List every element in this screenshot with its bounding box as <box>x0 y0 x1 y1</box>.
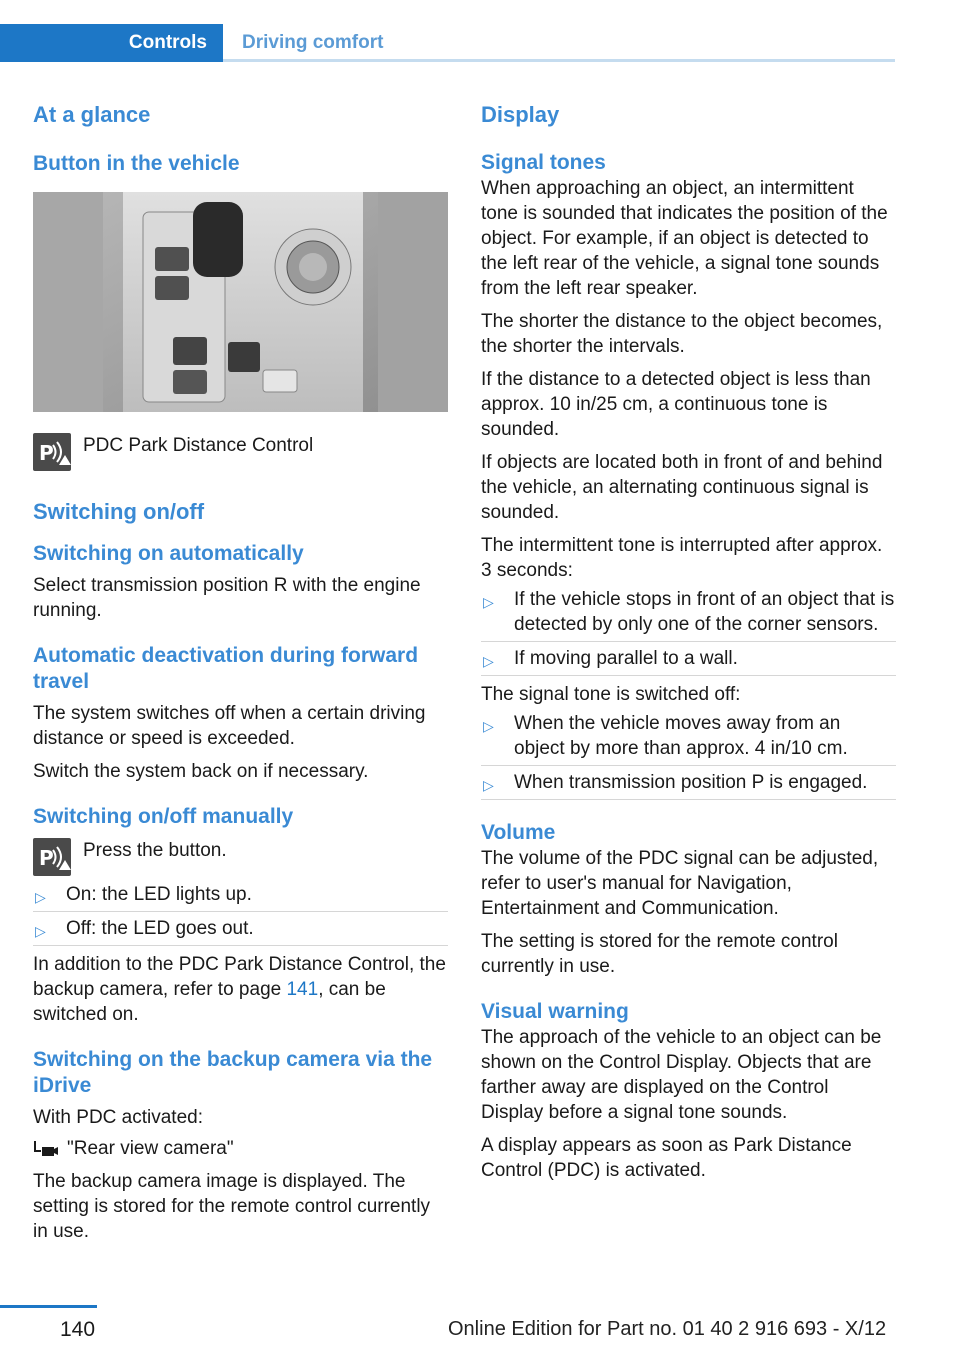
para-signal-5: The intermittent tone is interrupted after approx. 3 seconds: <box>481 535 883 581</box>
para-signal-off: The signal tone is switched off: <box>481 684 741 705</box>
rear-view-camera-icon <box>33 1139 59 1159</box>
pdc-button-icon <box>33 838 71 876</box>
bullet-triangle-icon: ▷ <box>35 923 46 939</box>
page-header <box>0 24 895 62</box>
page-number: 140 <box>60 1318 96 1341</box>
page-number-bar <box>0 1305 97 1308</box>
page-reference-link[interactable]: 141 <box>286 979 319 1000</box>
list-item <box>481 642 896 676</box>
right-column <box>481 100 896 1183</box>
interrupt-list <box>481 583 896 676</box>
left-column <box>33 100 448 1244</box>
para-backup-image: The backup camera image is displayed. The setting is stored for the remote control currently in use. <box>33 1171 431 1242</box>
bullet-triangle-icon: ▷ <box>483 777 494 793</box>
para-visual-2: A display appears as soon as Park Distance Control (PDC) is activated. <box>481 1135 852 1181</box>
list-item-text: If the vehicle stops in front of an object that is detected by only one of the corner sensors. <box>514 589 895 635</box>
heading-signal-tones: Signal tones <box>481 151 606 174</box>
list-item <box>481 766 896 800</box>
list-item <box>481 583 896 642</box>
para-visual-1: The approach of the vehicle to an object can be shown on the Control Display. Objects that are farther away are displayed on the Control Display before a signal tone sounds. <box>481 1027 882 1123</box>
center-console-photo <box>33 192 448 412</box>
heading-backup-camera-idrive: Switching on the backup camera via the iDrive <box>33 1048 433 1097</box>
section-title: Driving comfort <box>242 32 384 53</box>
pdc-label: PDC Park Distance Control <box>83 435 314 456</box>
edition-footer: Online Edition for Part no. 01 40 2 916 693 - X/12 <box>448 1318 887 1340</box>
rear-camera-line <box>33 1136 448 1161</box>
heading-display: Display <box>481 102 560 127</box>
para-addition <box>33 952 448 1027</box>
para-with-pdc: With PDC activated: <box>33 1107 203 1128</box>
para-addition-a: In addition to the PDC Park Distance Control, the backup camera, refer to page <box>33 954 446 1000</box>
list-item-text: On: the LED lights up. <box>66 884 252 905</box>
para-volume-1: The volume of the PDC signal can be adjusted, refer to user's manual for Navigation, Entertainment and Communication. <box>481 848 879 919</box>
header-rule <box>223 59 895 62</box>
heading-switching-on-off: Switching on/off <box>33 499 205 524</box>
para-signal-3: If the distance to a detected object is less than approx. 10 in/25 cm, a continuous tone is sounded. <box>481 369 871 440</box>
para-volume-2: The setting is stored for the remote control currently in use. <box>481 931 838 977</box>
para-auto: Select transmission position R with the engine running. <box>33 575 421 621</box>
list-item <box>33 912 448 946</box>
list-item <box>481 707 896 766</box>
rear-view-camera-label: "Rear view camera" <box>67 1138 234 1159</box>
heading-switching-manually: Switching on/off manually <box>33 805 294 828</box>
list-item-text: When transmission position P is engaged. <box>514 772 868 793</box>
svg-text:P: P <box>39 846 54 870</box>
para-signal-1: When approaching an object, an intermittent tone is sounded that indicates the position of the object. For example, if an object is detected to the left rear of the vehicle, a signal tone sounds from the left rear speaker. <box>481 178 888 299</box>
chapter-tab-label: Controls <box>128 32 207 53</box>
press-button-line <box>33 838 448 878</box>
para-signal-4: If objects are located both in front of and behind the vehicle, an alternating continuous signal is sounded. <box>481 452 883 523</box>
para-deact-1: The system switches off when a certain driving distance or speed is exceeded. <box>33 703 426 749</box>
heading-visual-warning: Visual warning <box>481 1000 629 1023</box>
pdc-legend <box>33 433 448 473</box>
bullet-triangle-icon: ▷ <box>483 653 494 669</box>
bullet-triangle-icon: ▷ <box>35 889 46 905</box>
heading-button-in-vehicle: Button in the vehicle <box>33 152 240 175</box>
heading-auto-deactivation: Automatic deactivation during forward travel <box>33 644 419 693</box>
list-item <box>33 878 448 912</box>
heading-volume: Volume <box>481 821 556 844</box>
switch-off-list <box>481 707 896 800</box>
bullet-triangle-icon: ▷ <box>483 718 494 734</box>
heading-switching-on-automatically: Switching on automatically <box>33 542 304 565</box>
pdc-button-icon <box>33 433 71 471</box>
para-signal-2: The shorter the distance to the object becomes, the shorter the intervals. <box>481 311 883 357</box>
list-item-text: When the vehicle moves away from an object by more than approx. 4 in/10 cm. <box>514 713 848 759</box>
para-deact-2: Switch the system back on if necessary. <box>33 761 369 782</box>
list-item-text: If moving parallel to a wall. <box>514 648 738 669</box>
led-list <box>33 878 448 946</box>
para-press-button: Press the button. <box>83 840 227 861</box>
heading-at-a-glance: At a glance <box>33 102 151 127</box>
bullet-triangle-icon: ▷ <box>483 594 494 610</box>
para-addition-b: , can be switched on. <box>33 979 386 1025</box>
list-item-text: Off: the LED goes out. <box>66 918 254 939</box>
svg-text:P: P <box>39 441 54 465</box>
chapter-tab <box>0 24 223 62</box>
